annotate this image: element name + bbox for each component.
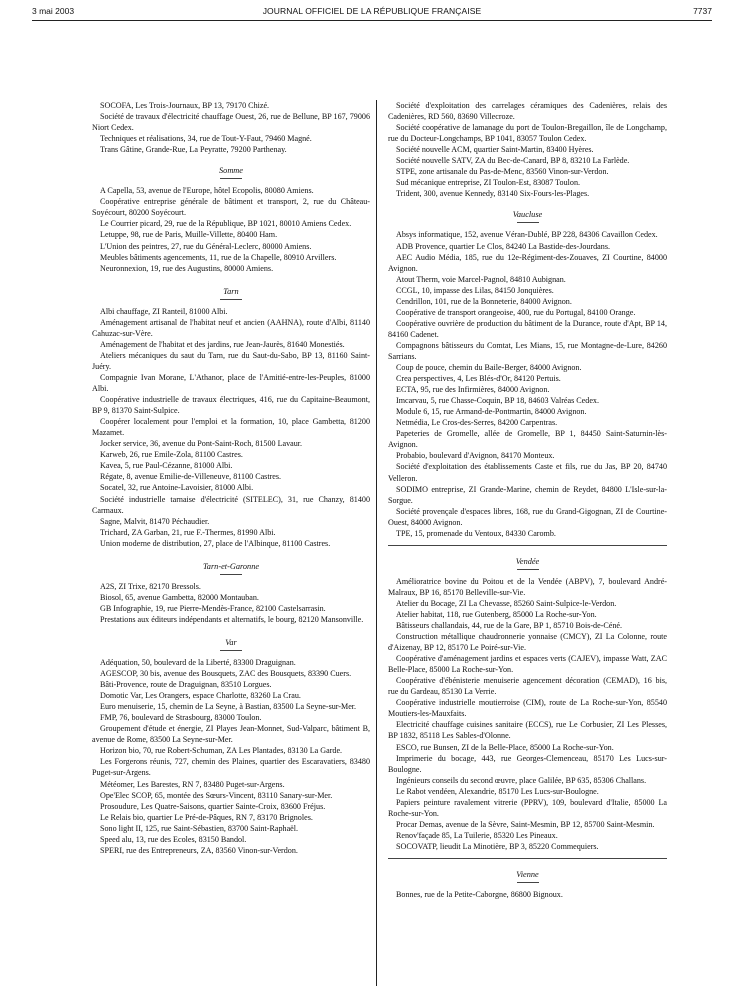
listing-entry: Atelier habitat, 118, rue Gutenberg, 85000 La Roche-sur-Yon. [396,609,597,619]
listing-entry: Amélioratrice bovine du Poitou et de la Vendée (ABPV), 7, boulevard André-Malraux, BP 16, 85170 Belleville-sur-Vie. [388,576,667,597]
listing-entry: Biosol, 65, avenue Gambetta, 82000 Montauban. [100,592,259,602]
listing-entry: ESCO, rue Bunsen, ZI de la Belle-Place, 85000 La Roche-sur-Yon. [396,742,614,752]
listing-entry: SODIMO entreprise, ZI Grande-Marine, chemin de Reydet, 84800 L'Isle-sur-la-Sorgue. [388,484,667,505]
listing-entry: Imprimerie du bocage, 443, rue Georges-Clemenceau, 85170 Les Lucs-sur-Boulogne. [388,753,667,774]
section-title: Somme [92,165,370,179]
column-divider [376,100,377,986]
listing-entry: Sud mécanique entreprise, ZI Toulon-Est, 83087 Toulon. [396,178,581,188]
listing-entry: ADB Provence, quartier Le Clos, 84240 La Bastide-des-Jourdans. [396,241,610,251]
listing-entry: Coopérative industrielle moutierroise (CIM), route de La Roche-sur-Yon, 85540 Moutiers-les-Mauxfaits. [388,698,667,719]
listing-entry: Socatel, 32, rue Antoine-Lavoisier, 81000 Albi. [100,483,254,493]
listing-entry: Module 6, 15, rue Armand-de-Pontmartin, 84000 Avignon. [396,407,587,417]
listing-entry: Le Rabot vendéen, Alexandrie, 85170 Les Lucs-sur-Boulogne. [396,786,599,796]
department-section [388,858,667,900]
listing-entry: Euro menuiserie, 15, chemin de La Seyne, à Bastian, 83500 La Seyne-sur-Mer. [100,702,357,712]
listing-entry: L'Union des peintres, 27, rue du Général-Leclerc, 80000 Amiens. [100,241,312,251]
section-title: Tarn [92,286,370,300]
listing-entry: Sagne, Malvit, 81470 Péchaudier. [100,516,210,526]
section-title: Vendée [388,556,667,570]
listing-entry: Adéquation, 50, boulevard de la Liberté, 83300 Draguignan. [100,658,296,668]
header-rule [32,20,712,21]
section-title: Var [92,637,370,651]
listing-entry: Karweb, 26, rue Emile-Zola, 81100 Castres. [100,450,243,460]
left-column [92,100,370,856]
listing-entry: SPERI, rue des Entrepreneurs, ZA, 83560 Vinon-sur-Verdon. [100,845,298,855]
listing-entry: GB Infographie, 19, rue Pierre-Mendès-France, 82100 Castelsarrasin. [100,603,326,613]
listing-entry: SOCOFA, Les Trois-Journaux, BP 13, 79170 Chizé. [100,101,270,110]
listing-entry: Neuronnexion, 19, rue des Augustins, 80000 Amiens. [100,263,274,273]
listing-entry: Coopérative ouvrière de production du bâtiment de la Durance, route d'Apt, BP 14, 84160 Cadenet. [388,318,667,339]
listing-entry: Procar Demas, avenue de la Sèvre, Saint-Mesmin, BP 12, 85700 Saint-Mesmin. [396,819,655,829]
listing-entry: Trichard, ZA Garban, 21, rue F.-Thermes, 81990 Albi. [100,527,276,537]
listing-entry: Meubles bâtiments agencements, 11, rue de la Chapelle, 80910 Arvillers. [100,252,337,262]
listing-entry: Papiers peinture ravalement vitrerie (PPRV), 109, boulevard d'Italie, 85000 La Roche-sur-Yon. [388,797,667,818]
listing-entry: Horizon bio, 70, rue Robert-Schuman, ZA Les Plantades, 83130 La Garde. [100,746,343,756]
listing-entry: Météomer, Les Barestes, RN 7, 83480 Puget-sur-Argens. [100,779,285,789]
listing-entry: Société d'exploitation des carrelages céramiques des Cadenières, relais des Cadenières, RD 560, 83690 Villecroze. [388,101,667,122]
listing-entry: Trans Gâtine, Grande-Rue, La Peyratte, 79200 Parthenay. [100,145,287,155]
header-page-number: 7737 [693,6,712,16]
listing-entry: Société coopérative de lamanage du port de Toulon-Bregaillon, île de Longchamp, rue du Docteur-Longchamps, BP 1041, 83057 Toulon Cedex. [388,123,667,144]
listing-entry: Bonnes, rue de la Petite-Caborgne, 86800 Bignoux. [396,890,563,900]
listing-entry: Papeteries de Gromelle, allée de Gromelle, BP 1, 84450 Saint-Saturnin-lès-Avignon. [388,429,667,450]
listing-entry: Domotic Var, Les Orangers, espace Charlotte, 83260 La Crau. [100,691,301,701]
listing-entry: TPE, 15, promenade du Ventoux, 84330 Caromb. [396,528,556,538]
listing-entry: Ope'Elec SCOP, 65, montée des Sœurs-Vincent, 83110 Sanary-sur-Mer. [100,790,333,800]
listing-entry: Crea perspectives, 4, Les Blés-d'Or, 84120 Pertuis. [396,374,561,384]
listing-entry: Coup de pouce, chemin du Baile-Berger, 84000 Avignon. [396,363,582,373]
listing-entry: Régate, 8, avenue Emilie-de-Villeneuve, 81100 Castres. [100,472,282,482]
listing-entry: Prosoudure, Les Quatre-Saisons, quartier Sainte-Croix, 83600 Fréjus. [100,801,326,811]
listing-entry: A Capella, 53, avenue de l'Europe, hôtel Ecopolis, 80080 Amiens. [100,186,314,196]
listing-entry: AEC Audio Média, 185, rue du 12e-Régiment-des-Zouaves, ZI Courtine, 84000 Avignon. [388,252,667,273]
listing-entry: Speed alu, 13, rue des Ecoles, 83150 Bandol. [100,834,247,844]
listing-entry: Renov'façade 85, La Tuilerie, 85320 Les Pineaux. [396,830,558,840]
section-title: Vienne [388,869,667,883]
listing-entry: Coopérative entreprise générale de bâtiment et transport, 2, rue du Château-Soyécourt, 80200 Soyécourt. [92,197,370,218]
department-section [388,209,667,538]
listing-entry: Construction métallique chaudronnerie yonnaise (CMCY), ZI La Colonne, route d'Aizenay, BP 12, 85170 Le Poiré-sur-Vie. [388,632,667,653]
listing-entry: Kavea, 5, rue Paul-Cézanne, 81000 Albi. [100,461,233,471]
listing-entry: Coopérative d'aménagement jardins et espaces verts (CAJEV), impasse Watt, ZAC Belle-Place, 85000 La Roche-sur-Yon. [388,654,667,675]
listing-entry: Jocker service, 36, avenue du Pont-Saint-Roch, 81500 Lavaur. [100,439,303,449]
listing-entry: Aménagement de l'habitat et des jardins, rue Jean-Jaurès, 81640 Monestiés. [100,339,345,349]
department-section [388,545,667,852]
listing-entry: Les Forgerons réunis, 727, chemin des Plaines, quartier des Escaravatiers, 83480 Puget-sur-Argens. [92,757,370,778]
listing-entry: Société d'exploitation des établissements Caste et fils, rue du Jas, BP 20, 84740 Velleron. [388,462,667,483]
listing-entry: Union moderne de distribution, 27, place de l'Albinque, 81100 Castres. [100,538,331,548]
listing-entry: FMP, 76, boulevard de Strasbourg, 83000 Toulon. [100,713,262,723]
header-date: 3 mai 2003 [32,6,75,16]
section-title: Tarn-et-Garonne [92,561,370,575]
section-title: Vaucluse [388,209,667,223]
listing-entry: Compagnie Ivan Morane, L'Athanor, place de l'Amitié-entre-les-Peuples, 81000 Albi. [92,372,370,394]
listing-entry: Albi chauffage, ZI Ranteil, 81000 Albi. [100,306,228,316]
listing-entry: Netmédia, Le Cros-des-Serres, 84200 Carpentras. [396,418,558,428]
department-section [92,165,370,273]
listing-entry: Coopérer localement pour l'emploi et la formation, 10, place Gambetta, 81200 Mazamet. [92,417,370,438]
listing-entry: Société provençale d'espaces libres, 168, rue du Grand-Gigognan, ZI de Courtine-Ouest, 84000 Avignon. [388,506,667,527]
listing-entry: Imcarvau, 5, rue Chasse-Coquin, BP 18, 84603 Valréas Cedex. [396,396,599,406]
listing-entry: Ingénieurs conseils du second œuvre, place Galilée, BP 635, 85306 Challans. [396,775,647,785]
listing-entry: Coopérative de transport orangeoise, 400, rue du Portugal, 84100 Orange. [396,307,636,317]
listing-entry: Ateliers mécaniques du saut du Tarn, rue du Saut-du-Sabo, BP 13, 81160 Saint-Juéry. [92,350,370,371]
listing-entry: Letuppe, 98, rue de Paris, Muille-Villette, 80400 Ham. [100,230,278,240]
department-section [92,637,370,856]
listing-entry: Société nouvelle SATV, ZA du Bec-de-Canard, BP 8, 83210 La Farlède. [396,156,630,166]
listing-entry: Aménagement artisanal de l'habitat neuf et ancien (AAHNA), route d'Albi, 81140 Cahuzac-sur-Vère. [92,317,370,338]
listing-entry: SOCOVATP, lieudit La Minotière, BP 3, 85220 Commequiers. [396,841,599,851]
listing-entry: AGESCOP, 30 bis, avenue des Bousquets, ZAC des Bousquets, 83390 Cuers. [100,669,352,679]
right-column [388,100,667,900]
listing-entry: A2S, ZI Trixe, 82170 Bressols. [100,581,201,591]
listing-entry: Bâti-Provence, route de Draguignan, 83510 Lorgues. [100,680,272,690]
listing-entry: Le Courrier picard, 29, rue de la République, BP 1021, 80010 Amiens Cedex. [100,219,352,229]
listing-entry: Cendrillon, 101, rue de la Bonneterie, 84000 Avignon. [396,296,572,306]
header-title: JOURNAL OFFICIEL DE LA RÉPUBLIQUE FRANÇAISE [262,6,482,16]
department-section [92,286,370,549]
listing-entry: Coopérative industrielle de travaux électriques, 416, rue du Capitaine-Beaumont, BP 9, 81370 Saint-Sulpice. [92,395,370,416]
listing-entry: Groupement d'étude et énergie, ZI Playes Jean-Monnet, Sud-Valparc, bâtiment B, avenue de Rome, 83500 La Seyne-sur-Mer. [92,724,370,745]
listing-entry: Société industrielle tarnaise d'électricité (SITELEC), 31, rue Chanzy, 81400 Carmaux. [92,494,370,515]
listing-entry: Sono light II, 125, rue Saint-Sébastien, 83700 Saint-Raphaël. [100,823,299,833]
listing-entry: Trident, 300, avenue Kennedy, 83140 Six-Fours-les-Plages. [396,189,590,199]
listing-entry: Bâtisseurs challandais, 44, rue de la Gare, BP 1, 85710 Bois-de-Céné. [396,621,623,631]
listing-entry: Le Relais bio, quartier Le Pré-de-Pâques, RN 7, 83170 Brignoles. [100,812,313,822]
listing-entry: Absys informatique, 152, avenue Véran-Dublé, BP 228, 84306 Cavaillon Cedex. [396,230,658,240]
listing-entry: Atout Therm, voie Marcel-Pagnol, 84810 Aubignan. [396,274,566,284]
listing-entry: Compagnons bâtisseurs du Comtat, Les Mians, 15, rue Montagne-de-Lure, 84260 Sarrians. [388,340,667,361]
section-separator [388,545,667,546]
listing-entry: Probabio, boulevard d'Avignon, 84170 Monteux. [396,451,555,461]
listing-entry: Atelier du Bocage, ZI La Chevasse, 85260 Saint-Sulpice-le-Verdon. [396,598,617,608]
listing-entry: Techniques et réalisations, 34, rue de Tout-Y-Faut, 79460 Magné. [100,134,312,144]
listing-entry: ECTA, 95, rue des Infirmières, 84000 Avignon. [396,385,550,395]
listing-entry: CCGL, 10, impasse des Lilas, 84150 Jonquières. [396,285,554,295]
listing-entry: Société nouvelle ACM, quartier Saint-Martin, 83400 Hyères. [396,145,594,155]
listing-entry: Prestations aux éditeurs indépendants et alternatifs, le bourg, 82120 Mansonville. [100,614,364,624]
department-section [92,561,370,625]
listing-entry: Société de travaux d'électricité chauffage Ouest, 26, rue de Bellune, BP 167, 79006 Niort Cedex. [92,112,370,133]
section-separator [388,858,667,859]
listing-entry: STPE, zone artisanale du Pas-de-Menc, 83560 Vinon-sur-Verdon. [396,167,609,177]
listing-entry: Electricité chauffage cuisines sanitaire (ECCS), rue Le Corbusier, ZI Les Plesses, BP 1832, 85118 Les Sables-d'Olonne. [388,720,667,741]
listing-entry: Coopérative d'ébénisterie menuiserie agencement décoration (CEMAD), 16 bis, rue du Gardeau, 85130 La Verrie. [388,676,667,697]
